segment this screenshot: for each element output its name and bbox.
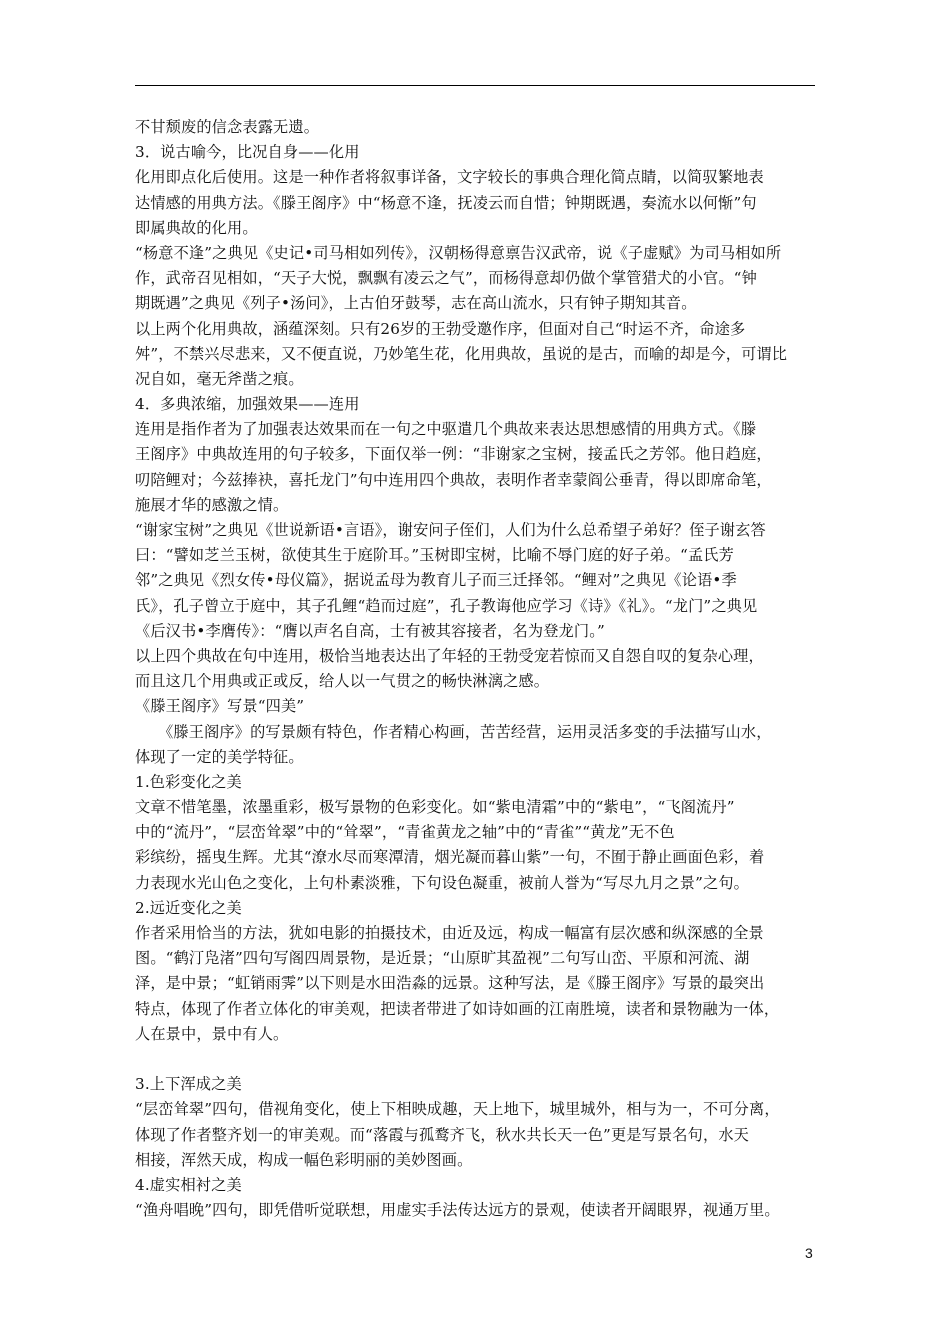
text-line: 图。“鹤汀凫渚”四句写阁四周景物，是近景；“山原旷其盈视”二句写山峦、平原和河流、湖	[135, 949, 750, 968]
text-line: 化用即点化后使用。这是一种作者将叙事详备，文字较长的事典合理化简点睛，以简驭繁地表	[135, 168, 764, 187]
text-line: 人在景中，景中有人。	[135, 1024, 289, 1043]
text-line: 泽，是中景；“虹销雨霁”以下则是水田浩淼的远景。这种写法，是《滕王阁序》写景的最突出	[135, 974, 765, 993]
text-line: 作者采用恰当的方法，犹如电影的拍摄技术，由近及远，构成一幅富有层次感和纵深感的全景	[135, 924, 764, 942]
text-line: 中的“流丹”，“层峦耸翠”中的“耸翠”，“青雀黄龙之轴”中的“青雀”“黄龙”无不色	[135, 823, 675, 842]
text-line: 特点，体现了作者立体化的审美观，把读者带进了如诗如画的江南胜境，读者和景物融为一体，	[135, 999, 780, 1018]
text-line: 相接，浑然天成，构成一幅色彩明丽的美妙图画。	[135, 1150, 473, 1169]
text-line: 达情感的用典方法。《滕王阁序》中“杨意不逢，抚凌云而自惜；钟期既遇，奏流水以何惭”句	[135, 193, 757, 212]
page-number: 3	[805, 1245, 813, 1261]
text-line: 《滕王阁序》的写景颇有特色，作者精心构画，苦苦经营，运用灵活多变的手法描写山水，	[135, 722, 772, 741]
text-line: 邻”之典见《烈女传•母仪篇》，据说孟母为教育儿子而三迁择邻。“鲤对”之典见《论语•季	[135, 571, 737, 590]
text-line: 《后汉书•李膺传》：“膺以声名自高，士有被其容接者，名为登龙门。”	[135, 621, 605, 640]
subheading-vertical: 3.上下浑成之美	[135, 1075, 242, 1094]
text-line: 体现了作者整齐划一的审美观。而“落霞与孤鹜齐飞，秋水共长天一色”更是写景名句，水天	[135, 1125, 749, 1144]
subheading-color: 1.色彩变化之美	[135, 772, 242, 791]
text-line: “层峦耸翠”四句，借视角变化，使上下相映成趣，天上地下，城里城外，相与为一，不可分离，	[135, 1100, 780, 1119]
text-line: 施展才华的感激之情。	[135, 495, 289, 514]
document-body	[135, 115, 820, 1223]
text-line: 力表现水光山色之变化，上句朴素淡雅，下句设色凝重，被前人誉为“写尽九月之景”之句。	[135, 873, 749, 892]
text-line: 以上四个典故在句中连用，极恰当地表达出了年轻的王勃受宠若惊而又自怨自叹的复杂心理，	[135, 646, 764, 665]
text-line: 而且这几个用典或正或反，给人以一气贯之的畅快淋漓之感。	[135, 672, 550, 691]
text-line: 彩缤纷，摇曳生辉。尤其“潦水尽而寒潭清，烟光凝而暮山紫”一句，不囿于静止画面色彩，着	[135, 848, 765, 867]
section-heading-lianyong: 4．多典浓缩，加强效果——连用	[135, 395, 360, 414]
text-line: 氏》，孔子曾立于庭中，其子孔鲤“趋而过庭”，孔子教诲他应学习《诗》《礼》。“龙门”之典见	[135, 596, 758, 615]
text-line: “杨意不逢”之典见《史记•司马相如列传》，汉朝杨得意禀告汉武帝，说《子虚赋》为司马相如所	[135, 243, 782, 262]
text-line: 舛”，不禁兴尽悲来，又不便直说，乃妙笔生花，化用典故，虽说的是古，而喻的却是今，可谓比	[135, 344, 788, 363]
text-line: 即属典故的化用。	[135, 218, 258, 237]
text-line: 以上两个化用典故，涵蕴深刻。只有26岁的王勃受邀作序，但面对自己“时运不齐，命途多	[135, 319, 746, 338]
text-line: 况自如，毫无斧凿之痕。	[135, 369, 304, 388]
text-line: 曰：“譬如芝兰玉树，欲使其生于庭阶耳。”玉树即宝树，比喻不辱门庭的好子弟。“孟氏芳	[135, 546, 734, 565]
text-line: 连用是指作者为了加强表达效果而在一句之中驱遣几个典故来表达思想感情的用典方式。《滕	[135, 420, 757, 439]
text-line: “渔舟唱晚”四句，即凭借听觉联想，用虚实手法传达远方的景观，使读者开阔眼界，视通万里。	[135, 1201, 780, 1220]
subheading-distance: 2.远近变化之美	[135, 898, 242, 917]
text-line: 期既遇”之典见《列子•汤问》，上古伯牙鼓琴，志在高山流水，只有钟子期知其音。	[135, 294, 697, 313]
subheading-virtual-real: 4.虚实相衬之美	[135, 1175, 242, 1194]
text-line: 叨陪鲤对；今兹捧袂，喜托龙门”句中连用四个典故，表明作者幸蒙阎公垂青，得以即席命笔，	[135, 470, 772, 489]
text-line: 不甘颓废的信念表露无遗。	[135, 118, 320, 136]
section-title-four-beauties: 《滕王阁序》写景“四美”	[135, 697, 305, 716]
text-line: 王阁序》中典故连用的句子较多，下面仅举一例：“非谢家之宝树，接孟氏之芳邻。他日趋庭，	[135, 445, 772, 464]
text-line: 文章不惜笔墨，浓墨重彩，极写景物的色彩变化。如“紫电清霜”中的“紫电”，“飞阁流丹”	[135, 798, 735, 817]
text-line: 作，武帝召见相如，“天子大悦，飘飘有凌云之气”，而杨得意却仍做个掌管猎犬的小官。“钟	[135, 269, 757, 288]
blank-line	[135, 1047, 820, 1072]
section-heading-huayong: 3．说古喻今，比况自身——化用	[135, 143, 360, 162]
text-line: “谢家宝树”之典见《世说新语•言语》，谢安问子侄们，人们为什么总希望子弟好？侄子谢玄答	[135, 521, 766, 539]
text-line: 体现了一定的美学特征。	[135, 747, 304, 766]
header-rule	[135, 85, 815, 86]
